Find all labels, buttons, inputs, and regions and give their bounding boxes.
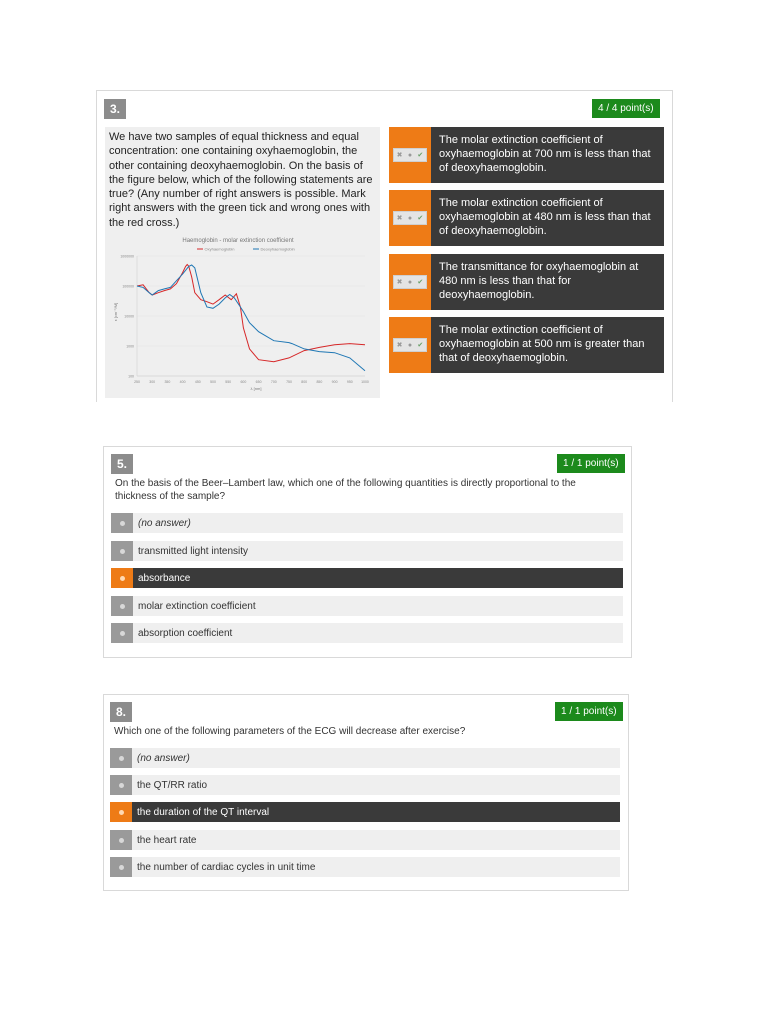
option-label: (no answer) <box>137 752 190 764</box>
statement-3 <box>389 254 664 310</box>
tick-icon[interactable]: ✔ <box>417 215 424 222</box>
y-tick-label: 1000000 <box>120 254 134 259</box>
x-tick-label: 600 <box>240 380 247 384</box>
tick-icon[interactable]: ✔ <box>417 152 424 159</box>
x-tick-label: 300 <box>149 380 156 384</box>
y-tick-label: 100 <box>128 374 134 379</box>
option-molar-extinction-coefficient[interactable] <box>111 596 623 616</box>
chart-x-ticks <box>134 380 369 384</box>
dot-icon: ● <box>407 341 413 349</box>
tick-cross-control[interactable] <box>393 211 427 225</box>
answer-toggle[interactable] <box>389 254 431 310</box>
chart-xlabel: λ [nm] <box>250 386 262 391</box>
question-number: 3. <box>104 99 126 119</box>
x-tick-label: 1000 <box>361 380 369 384</box>
series-line-deoxyhaemoglobin <box>137 265 365 371</box>
x-tick-label: 500 <box>210 380 216 384</box>
x-tick-label: 250 <box>134 380 140 384</box>
x-tick-label: 450 <box>194 380 201 384</box>
points-badge: 4 / 4 point(s) <box>592 99 660 118</box>
statement-text: The transmittance for oxyhaemoglobin at 480 nm is less than that for deoxyhaemoglobin. <box>431 254 664 310</box>
x-tick-label: 700 <box>270 380 277 384</box>
cross-icon[interactable]: ✖ <box>396 152 403 159</box>
radio-selected-icon[interactable] <box>111 568 133 588</box>
chart-ylabel: ε [cm⁻¹/M] <box>113 302 118 322</box>
x-tick-label: 350 <box>164 380 171 384</box>
statement-1 <box>389 127 664 183</box>
cross-icon[interactable]: ✖ <box>396 342 403 349</box>
x-tick-label: 900 <box>331 380 338 384</box>
option-qt-interval-duration[interactable] <box>110 802 620 822</box>
dot-icon: ● <box>407 151 413 159</box>
radio-selected-icon[interactable] <box>110 802 132 822</box>
x-tick-label: 850 <box>316 380 323 384</box>
statement-text: The molar extinction coefficient of oxyhaemoglobin at 500 nm is greater than that of deoxyhaemoglobin. <box>431 317 664 373</box>
series-line-oxyhaemoglobin <box>137 265 365 362</box>
question-text: Which one of the following parameters of the ECG will decrease after exercise? <box>114 726 466 737</box>
question-number: 8. <box>110 702 132 722</box>
legend-label: Deoxyhaemoglobin <box>260 246 295 252</box>
option-qt-rr-ratio[interactable] <box>110 775 620 795</box>
radio-icon[interactable] <box>110 775 132 795</box>
option-label: the heart rate <box>137 834 197 846</box>
x-tick-label: 400 <box>179 380 186 384</box>
tick-cross-control[interactable] <box>393 275 427 289</box>
question-text: On the basis of the Beer–Lambert law, which one of the following quantities is directly proportional to the thickness of the sample? <box>115 478 576 502</box>
answer-toggle[interactable] <box>389 317 431 373</box>
question-number: 5. <box>111 454 133 474</box>
statement-4 <box>389 317 664 373</box>
x-tick-label: 550 <box>225 380 232 384</box>
points-badge: 1 / 1 point(s) <box>557 454 625 473</box>
dot-icon: ● <box>407 214 413 222</box>
radio-icon[interactable] <box>111 596 133 616</box>
chart-title: Haemoglobin - molar extinction coefficient <box>182 238 294 244</box>
points-badge: 1 / 1 point(s) <box>555 702 623 721</box>
radio-icon[interactable] <box>110 748 132 768</box>
tick-icon[interactable]: ✔ <box>417 342 424 349</box>
question-text: We have two samples of equal thickness and equal concentration: one containing oxyhaemoglobin, the other containing deoxyhaemoglobin. On the basis of the figure below, which of the following statements are true? (Any number of right answers is possible. Mark right answers with the green tick and wrong ones with the red cross.) <box>109 131 373 229</box>
cross-icon[interactable]: ✖ <box>396 215 403 222</box>
x-tick-label: 950 <box>346 380 353 384</box>
option-label: the QT/RR ratio <box>137 779 208 791</box>
tick-icon[interactable]: ✔ <box>417 279 424 286</box>
option-label: the duration of the QT interval <box>137 806 270 818</box>
statement-2 <box>389 190 664 246</box>
tick-cross-control[interactable] <box>393 148 427 162</box>
x-tick-label: 800 <box>301 380 308 384</box>
option-absorption-coefficient[interactable] <box>111 623 623 643</box>
option-label: absorption coefficient <box>138 627 233 639</box>
dot-icon: ● <box>407 278 413 286</box>
answer-toggle[interactable] <box>389 127 431 183</box>
y-tick-label: 1000 <box>126 344 134 349</box>
option-label: absorbance <box>138 572 191 584</box>
option-label: (no answer) <box>138 517 191 529</box>
x-tick-label: 750 <box>286 380 292 384</box>
tick-cross-control[interactable] <box>393 338 427 352</box>
chart-legend <box>197 247 295 252</box>
statement-text: The molar extinction coefficient of oxyhaemoglobin at 700 nm is less than that of deoxyhaemoglobin. <box>431 127 664 183</box>
y-tick-label: 100000 <box>122 284 134 289</box>
legend-label: Oxyhaemoglobin <box>204 246 235 252</box>
option-label: the number of cardiac cycles in unit time <box>137 861 316 873</box>
x-tick-label: 650 <box>255 380 262 384</box>
option-absorbance[interactable] <box>111 568 623 588</box>
chart-svg <box>105 230 380 398</box>
option-no-answer[interactable] <box>111 513 623 533</box>
answer-toggle[interactable] <box>389 190 431 246</box>
option-label: transmitted light intensity <box>138 545 249 557</box>
radio-icon[interactable] <box>111 513 133 533</box>
statement-text: The molar extinction coefficient of oxyhaemoglobin at 480 nm is less than that of deoxyhaemoglobin. <box>431 190 664 246</box>
chart-grid <box>137 256 365 376</box>
radio-icon[interactable] <box>110 830 132 850</box>
haemoglobin-chart <box>105 230 380 398</box>
chart-lines <box>137 265 365 371</box>
option-cardiac-cycles-per-time[interactable] <box>110 857 620 877</box>
radio-icon[interactable] <box>111 541 133 561</box>
chart-y-ticks <box>120 255 134 379</box>
option-no-answer[interactable] <box>110 748 620 768</box>
option-heart-rate[interactable] <box>110 830 620 850</box>
radio-icon[interactable] <box>110 857 132 877</box>
option-label: molar extinction coefficient <box>138 600 256 612</box>
radio-icon[interactable] <box>111 623 133 643</box>
cross-icon[interactable]: ✖ <box>396 279 403 286</box>
y-tick-label: 10000 <box>124 314 134 319</box>
option-transmitted-light-intensity[interactable] <box>111 541 623 561</box>
